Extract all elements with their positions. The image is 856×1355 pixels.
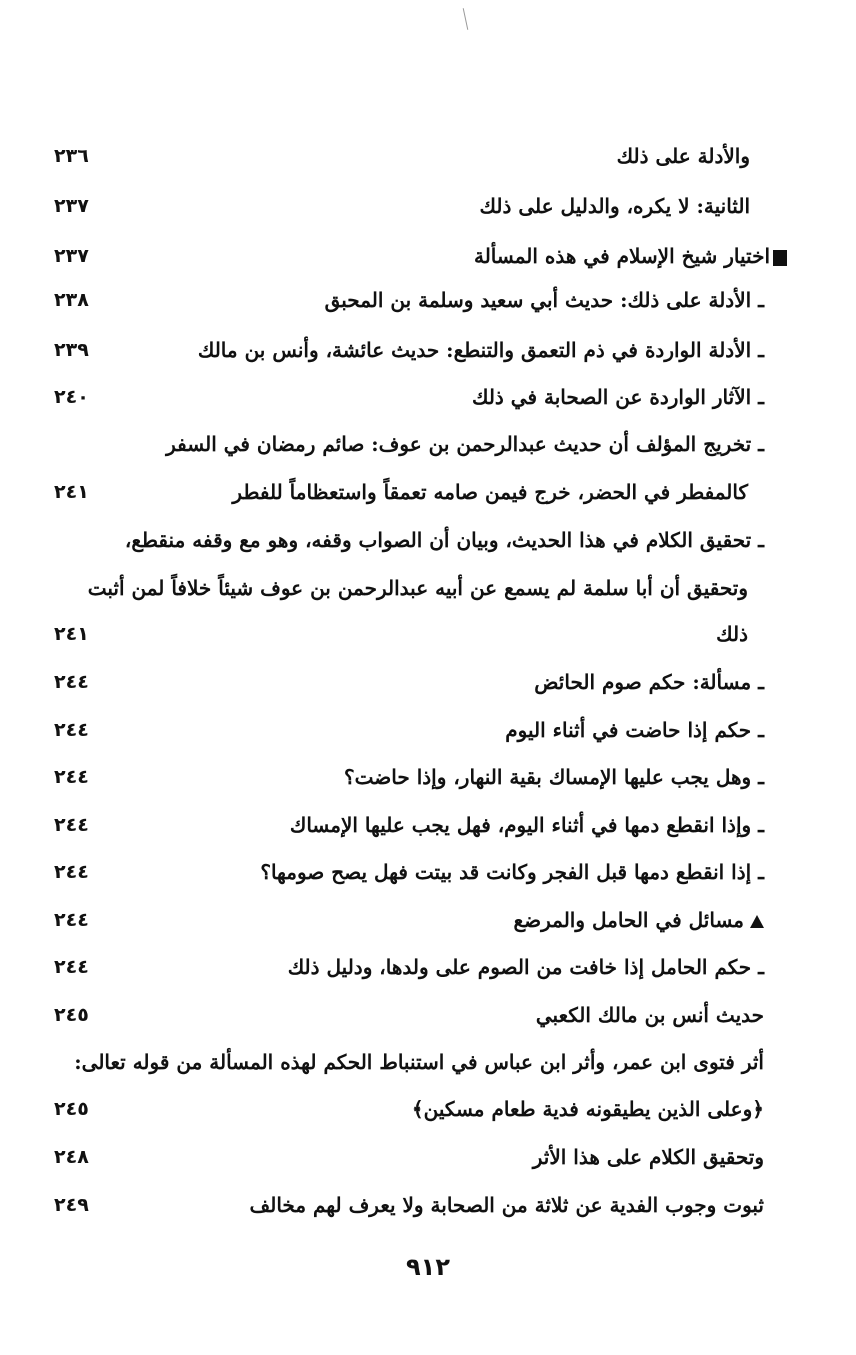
entry-text: وتحقيق الكلام على هذا الأثر — [532, 1145, 764, 1169]
triangle-icon — [750, 915, 764, 928]
index-entry — [0, 993, 856, 1037]
entry-page: ٢٣٧ — [54, 195, 89, 217]
index-entry — [0, 184, 856, 228]
index-entry — [0, 470, 856, 514]
scan-mark — [463, 8, 469, 30]
index-entry — [0, 422, 856, 466]
entry-page: ٢٤٥ — [54, 1004, 89, 1026]
entry-text: حديث أنس بن مالك الكعبي — [535, 1003, 764, 1027]
entry-page: ٢٤٨ — [54, 1146, 89, 1168]
entry-text: ذلك — [716, 622, 748, 646]
entry-label: مسائل في الحامل والمرضع — [513, 908, 744, 932]
index-entry — [0, 850, 856, 894]
entry-page: ٢٤٠ — [54, 386, 89, 408]
entry-text: ـ حكم إذا حاضت في أثناء اليوم — [505, 718, 764, 742]
entry-page: ٢٤٤ — [54, 719, 89, 741]
entry-page: ٢٤٤ — [54, 956, 89, 978]
index-entry — [0, 708, 856, 752]
index-entry — [0, 945, 856, 989]
entry-text: ﴿وعلى الذين يطيقونه فدية طعام مسكين﴾ — [411, 1097, 764, 1121]
entry-text: ـ تخريج المؤلف أن حديث عبدالرحمن بن عوف: صائم رمضان في السفر — [166, 432, 764, 456]
entry-page: ٢٣٨ — [54, 289, 89, 311]
entry-page: ٢٤٩ — [54, 1194, 89, 1216]
entry-text: ـ مسألة: حكم صوم الحائض — [534, 670, 764, 694]
index-entry — [0, 234, 856, 278]
entry-page: ٢٤٤ — [54, 814, 89, 836]
index-entry — [0, 660, 856, 704]
entry-text: والأدلة على ذلك — [616, 144, 750, 168]
index-entry — [0, 1135, 856, 1179]
entry-text — [474, 234, 787, 278]
index-entry — [0, 328, 856, 372]
entry-page: ٢٤٤ — [54, 671, 89, 693]
black-square-icon — [773, 250, 787, 266]
entry-page: ٢٣٧ — [54, 245, 89, 267]
entry-text — [513, 898, 764, 942]
entry-label: اختيار شيخ الإسلام في هذه المسألة — [473, 244, 770, 268]
entry-text: ـ الأدلة على ذلك: حديث أبي سعيد وسلمة بن المحبق — [324, 288, 764, 312]
entry-page: ٢٤٥ — [54, 1098, 89, 1120]
index-entry — [0, 566, 856, 610]
index-entry — [0, 612, 856, 656]
entry-text: ثبوت وجوب الفدية عن ثلاثة من الصحابة ولا يعرف لهم مخالف — [249, 1193, 764, 1217]
entry-text: الثانية: لا يكره، والدليل على ذلك — [479, 194, 750, 218]
index-entry — [0, 1087, 856, 1131]
index-entry — [0, 134, 856, 178]
index-entry — [0, 1040, 856, 1084]
entry-text: ـ تحقيق الكلام في هذا الحديث، وبيان أن الصواب وقفه، وهو مع وقفه منقطع، — [124, 528, 764, 552]
entry-text: أثر فتوى ابن عمر، وأثر ابن عباس في استنباط الحكم لهذه المسألة من قوله تعالى: — [74, 1050, 764, 1074]
index-entry — [0, 375, 856, 419]
entry-text: ـ إذا انقطع دمها قبل الفجر وكانت قد بيتت فهل يصح صومها؟ — [260, 860, 764, 884]
entry-text: ـ وإذا انقطع دمها في أثناء اليوم، فهل يجب عليها الإمساك — [289, 813, 764, 837]
entry-page: ٢٤٤ — [54, 861, 89, 883]
entry-text: ـ وهل يجب عليها الإمساك بقية النهار، وإذا حاضت؟ — [344, 765, 764, 789]
index-entry — [0, 518, 856, 562]
index-entry — [0, 898, 856, 942]
entry-text: ـ حكم الحامل إذا خافت من الصوم على ولدها، ودليل ذلك — [287, 955, 764, 979]
entry-page: ٢٣٩ — [54, 339, 89, 361]
entry-text: ـ الأدلة الواردة في ذم التعمق والتنطع: حديث عائشة، وأنس بن مالك — [197, 338, 764, 362]
index-entry — [0, 755, 856, 799]
entry-page: ٢٤٤ — [54, 909, 89, 931]
index-entry — [0, 1183, 856, 1227]
entry-page: ٢٣٦ — [54, 145, 89, 167]
entry-text: وتحقيق أن أبا سلمة لم يسمع عن أبيه عبدالرحمن بن عوف شيئاً خلافاً لمن أثبت — [87, 576, 748, 600]
entry-text: ـ الآثار الواردة عن الصحابة في ذلك — [471, 385, 764, 409]
page-number: ٩١٢ — [406, 1253, 450, 1281]
index-entry — [0, 278, 856, 322]
entry-page: ٢٤١ — [54, 481, 89, 503]
index-entry — [0, 803, 856, 847]
entry-text: كالمفطر في الحضر، خرج فيمن صامه تعمقاً واستعظاماً للفطر — [232, 480, 748, 504]
entry-page: ٢٤١ — [54, 623, 89, 645]
entry-page: ٢٤٤ — [54, 766, 89, 788]
